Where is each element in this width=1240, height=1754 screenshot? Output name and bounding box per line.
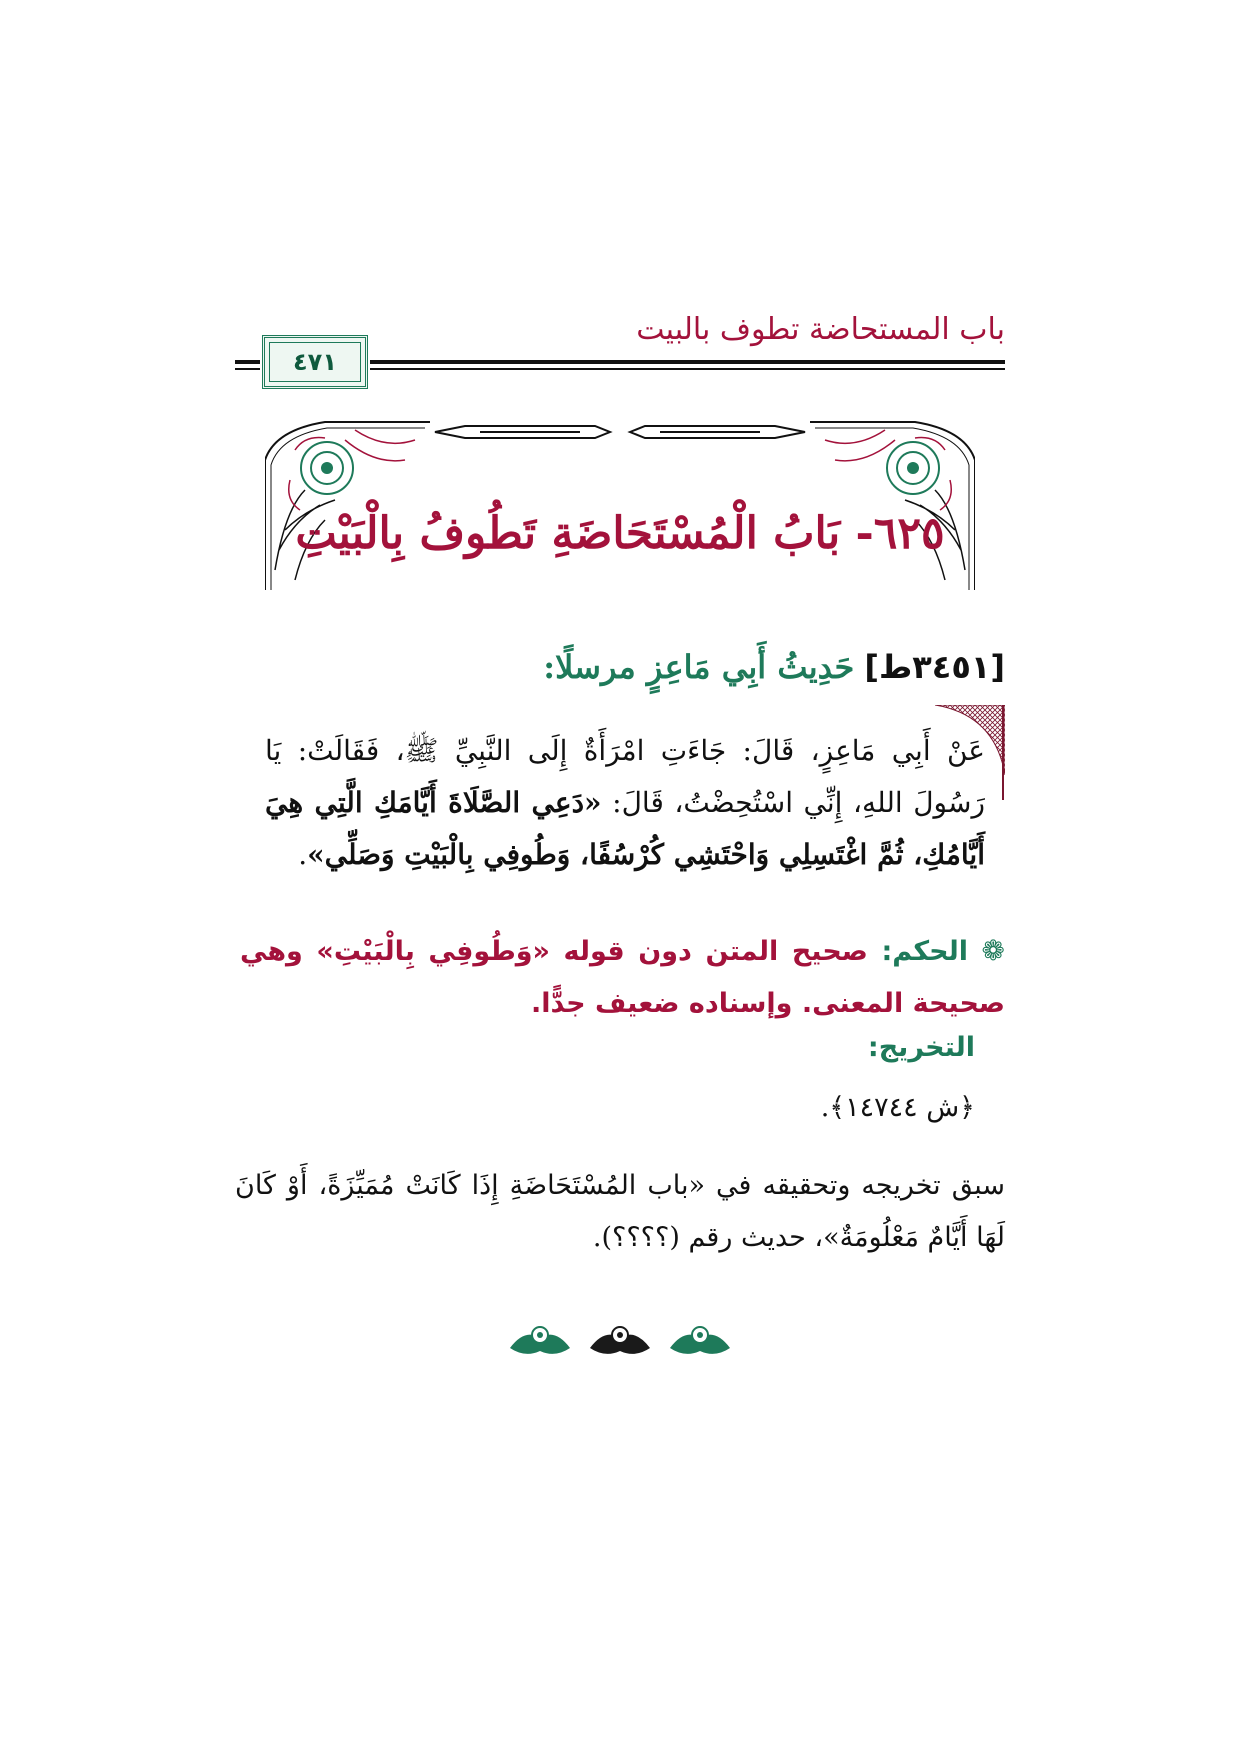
- header-rule-thin: [370, 368, 1005, 370]
- hadith-title: حَدِيثُ أَبِي مَاعِزٍ مرسلًا:: [543, 648, 855, 686]
- ruling: [240, 925, 1005, 1030]
- hadith-number: [٣٤٥١ط]: [864, 648, 1005, 686]
- quote-border: [1002, 705, 1004, 800]
- flourish-icon-left: [510, 1327, 570, 1354]
- page-number: ٤٧١: [293, 348, 337, 376]
- top-bar-right-ornament: [630, 426, 805, 438]
- right-corner-ornament: [810, 422, 975, 590]
- header-rule: [370, 360, 1005, 364]
- running-title: باب المستحاضة تطوف بالبيت: [636, 312, 1005, 347]
- header-rule-left-thin: [235, 368, 260, 370]
- ruling-text: صحيح المتن دون قوله «وَطُوفِي بِالْبَيْتِ» وهي صحيحة المعنى. وإسناده ضعيف جدًّا.: [240, 936, 1005, 1019]
- flower-icon: ❁: [981, 934, 1005, 967]
- hadith-heading: [543, 648, 1005, 686]
- hadith-text: [265, 725, 985, 881]
- hadith-end: .: [298, 838, 308, 871]
- chapter-title: ٦٢٥- بَابُ الْمُسْتَحَاضَةِ تَطُوفُ بِالْبَيْتِ: [295, 508, 945, 559]
- ruling-label: الحكم:: [881, 936, 968, 967]
- takhrij-source: ﴿ش ١٤٧٤٤﴾.: [820, 1092, 975, 1123]
- header-rule-left: [235, 360, 260, 364]
- hadith-narration: عَنْ أَبِي مَاعِزٍ، قَالَ: جَاءَتِ امْرَأَةٌ إِلَى النَّبِيِّ ﷺ، فَقَالَتْ: يَا رَسُولَ اللهِ، إِنِّي اسْتُحِضْتُ، قَالَ:: [265, 734, 986, 819]
- left-corner-ornament: [265, 422, 430, 590]
- hadith-prophetic-saying: «دَعِي الصَّلَاةَ أَيَّامَكِ الَّتِي هِيَ أَيَّامُكِ، ثُمَّ اغْتَسِلِي وَاحْتَشِي كُرْسُفًا، وَطُوفِي بِالْبَيْتِ وَصَلِّي»: [265, 786, 985, 871]
- takhrij-heading: التخريج:: [867, 1032, 975, 1063]
- flourish-icon-right: [670, 1327, 730, 1354]
- takhrij-paragraph: سبق تخريجه وتحقيقه في «باب المُسْتَحَاضَةِ إِذَا كَانَتْ مُمَيِّزَةً، أَوْ كَانَ لَهَا أَيَّامٌ مَعْلُومَةٌ»، حديث رقم (؟؟؟؟).: [235, 1170, 1005, 1253]
- page-number-frame: [262, 335, 368, 389]
- chapter-ornament-frame: [265, 420, 975, 590]
- top-bar-left-ornament: [435, 426, 610, 438]
- end-flourish-ornament: [505, 1318, 735, 1368]
- flourish-icon-center: [590, 1327, 650, 1354]
